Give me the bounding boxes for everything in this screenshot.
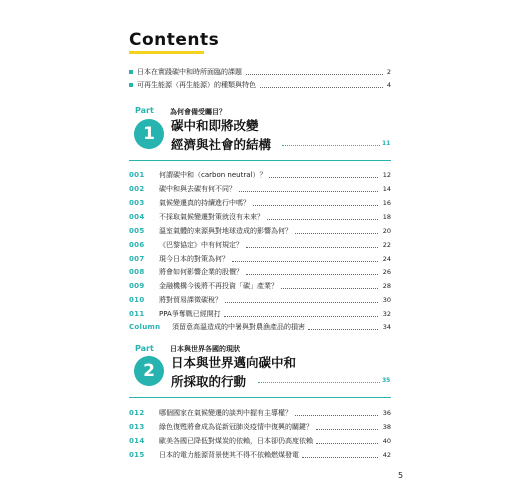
item-number: 007 bbox=[129, 255, 145, 263]
dot-leader bbox=[302, 457, 378, 458]
item-number: 008 bbox=[129, 268, 145, 276]
item-number: 002 bbox=[129, 185, 145, 193]
item-page: 30 bbox=[382, 296, 391, 304]
item-title: 溫室氣體的來源與對地球造成的影響為何？ bbox=[159, 227, 292, 235]
item-number: 014 bbox=[129, 437, 145, 445]
item-title: 何謂碳中和（carbon neutral）？ bbox=[159, 171, 267, 179]
item-title: 不採取氣候變遷對策就沒有未來？ bbox=[159, 213, 264, 221]
item-page: 24 bbox=[382, 255, 391, 263]
part-title-line1[interactable]: 日本與世界邁向碳中和 bbox=[171, 355, 297, 370]
item-title: 綠色復甦將會成為從新冠肺炎疫情中復興的關鍵？ bbox=[159, 423, 313, 431]
toc-row[interactable] bbox=[129, 308, 391, 320]
item-page: 18 bbox=[382, 213, 391, 221]
part-subtitle: 為何會備受矚目？ bbox=[170, 108, 226, 116]
item-title: 將對貿易課徵碳稅？ bbox=[159, 296, 222, 304]
item-number: 004 bbox=[129, 213, 145, 221]
item-page: 28 bbox=[382, 282, 391, 290]
part-number-badge: 1 bbox=[134, 119, 164, 149]
intro-item-page: 4 bbox=[386, 81, 391, 89]
dot-leader bbox=[269, 177, 378, 178]
toc-row[interactable] bbox=[129, 449, 391, 461]
item-page: 16 bbox=[382, 199, 391, 207]
item-title: 現今日本的對策為何？ bbox=[159, 255, 229, 263]
column-label: Column bbox=[129, 323, 161, 331]
dot-leader bbox=[246, 247, 378, 248]
dot-leader bbox=[316, 429, 378, 430]
item-page: 34 bbox=[382, 323, 391, 331]
item-title: 哪個國家在氣候變遷的談判中握有主導權？ bbox=[159, 409, 292, 417]
dot-leader bbox=[239, 191, 378, 192]
item-page: 38 bbox=[382, 423, 391, 431]
dot-leader bbox=[224, 316, 378, 317]
item-page: 40 bbox=[382, 437, 391, 445]
item-number: 001 bbox=[129, 171, 145, 179]
dot-leader bbox=[258, 382, 380, 383]
toc-row[interactable] bbox=[129, 169, 391, 181]
item-page: 42 bbox=[382, 451, 391, 459]
toc-row[interactable] bbox=[129, 211, 391, 223]
part-divider bbox=[129, 397, 391, 398]
item-title: 將會如何影響企業的股價？ bbox=[159, 268, 243, 276]
intro-item-text: 可再生能源（再生能源）的種類與特色 bbox=[137, 81, 256, 89]
item-title: PPA爭奪戰已經開打 bbox=[159, 310, 221, 318]
page-title: Contents bbox=[129, 30, 220, 50]
toc-row[interactable] bbox=[129, 407, 391, 419]
item-number: 011 bbox=[129, 310, 145, 318]
dot-leader bbox=[295, 233, 378, 234]
toc-row[interactable] bbox=[129, 225, 391, 237]
toc-row[interactable] bbox=[129, 421, 391, 433]
part-page: 11 bbox=[382, 140, 391, 147]
toc-row[interactable] bbox=[129, 266, 391, 278]
part-number-badge: 2 bbox=[134, 356, 164, 386]
toc-row[interactable] bbox=[129, 197, 391, 209]
item-title: 《巴黎協定》中有何規定？ bbox=[159, 241, 243, 249]
toc-row[interactable] bbox=[129, 183, 391, 195]
part-divider bbox=[129, 160, 391, 161]
toc-row[interactable] bbox=[129, 435, 391, 447]
intro-item[interactable] bbox=[129, 66, 391, 78]
dot-leader bbox=[225, 302, 378, 303]
item-page: 20 bbox=[382, 227, 391, 235]
toc-row-column[interactable] bbox=[129, 321, 391, 333]
dot-leader bbox=[308, 329, 378, 330]
item-number: 009 bbox=[129, 282, 145, 290]
intro-item-text: 日本在實踐碳中和時所面臨的課題 bbox=[137, 68, 242, 76]
intro-item-page: 2 bbox=[386, 68, 391, 76]
toc-row[interactable] bbox=[129, 253, 391, 265]
page-number: 5 bbox=[398, 471, 404, 480]
dot-leader bbox=[316, 443, 378, 444]
part-title-line2[interactable]: 所採取的行動 bbox=[171, 374, 247, 389]
item-page: 22 bbox=[382, 241, 391, 249]
item-page: 14 bbox=[382, 185, 391, 193]
bullet-square-icon bbox=[129, 83, 133, 87]
title-underline bbox=[129, 51, 204, 54]
dot-leader bbox=[253, 205, 378, 206]
dot-leader bbox=[282, 145, 380, 146]
dot-leader bbox=[295, 415, 378, 416]
item-number: 010 bbox=[129, 296, 145, 304]
item-page: 26 bbox=[382, 268, 391, 276]
item-page: 12 bbox=[382, 171, 391, 179]
dot-leader bbox=[232, 261, 378, 262]
item-title: 須留意高溫造成的中暑與對農漁產品的損害 bbox=[172, 323, 305, 331]
dot-leader bbox=[246, 74, 383, 75]
part-title-line2[interactable]: 經濟與社會的結構 bbox=[171, 137, 272, 152]
item-title: 日本的電力能源背景使其不得不依賴燃煤發電 bbox=[159, 451, 299, 459]
bullet-square-icon bbox=[129, 70, 133, 74]
toc-row[interactable] bbox=[129, 280, 391, 292]
item-number: 003 bbox=[129, 199, 145, 207]
item-number: 005 bbox=[129, 227, 145, 235]
item-title: 碳中和與去碳有何不同？ bbox=[159, 185, 236, 193]
dot-leader bbox=[281, 288, 378, 289]
dot-leader bbox=[260, 87, 383, 88]
item-number: 012 bbox=[129, 409, 145, 417]
item-title: 歐美各國已降低對煤炭的依賴，日本卻仍高度依賴 bbox=[159, 437, 313, 445]
part-label: Part bbox=[135, 344, 154, 353]
toc-row[interactable] bbox=[129, 294, 391, 306]
part-label: Part bbox=[135, 106, 154, 115]
dot-leader bbox=[246, 274, 378, 275]
dot-leader bbox=[267, 219, 378, 220]
toc-row[interactable] bbox=[129, 239, 391, 251]
item-number: 013 bbox=[129, 423, 145, 431]
item-page: 36 bbox=[382, 409, 391, 417]
part-page: 35 bbox=[382, 377, 391, 384]
item-title: 金融機構今後將不再投資「碳」產業？ bbox=[159, 282, 278, 290]
item-title: 氣候變遷真的持續進行中嗎？ bbox=[159, 199, 250, 207]
part-subtitle: 日本與世界各國的現狀 bbox=[170, 345, 240, 353]
item-page: 32 bbox=[382, 310, 391, 318]
item-number: 006 bbox=[129, 241, 145, 249]
intro-item[interactable] bbox=[129, 79, 391, 91]
item-number: 015 bbox=[129, 451, 145, 459]
part-title-line1[interactable]: 碳中和即將改變 bbox=[171, 118, 259, 133]
